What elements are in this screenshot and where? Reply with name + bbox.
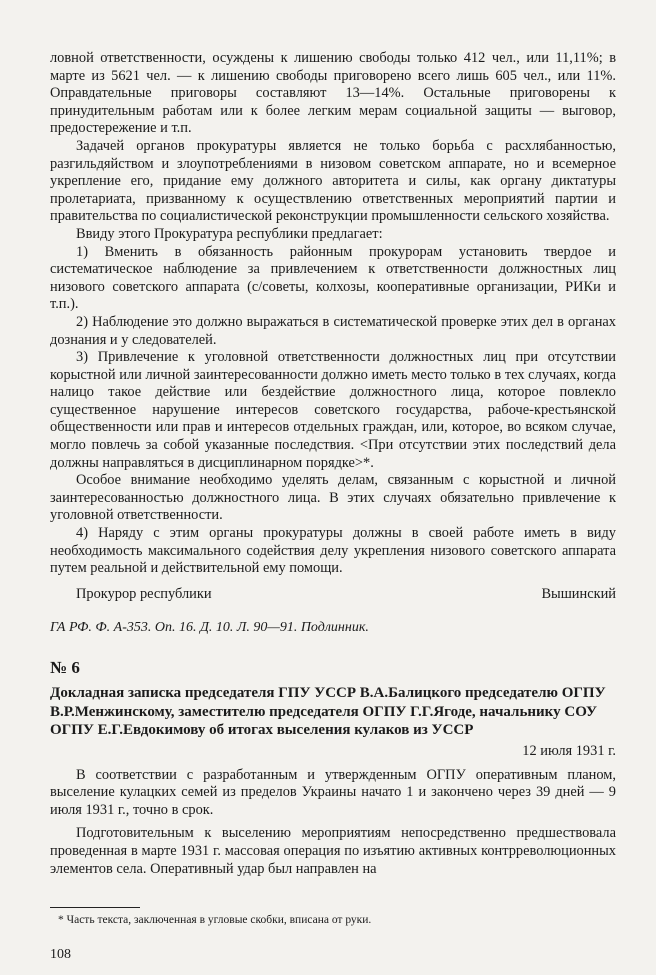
document-title: Докладная записка председателя ГПУ УССР В.А.Балицкого председателю ОГПУ В.Р.Менжинскому, заместителю председателя ОГПУ Г.Г.Ягоде, начальнику СОУ ОГПУ Е.Г.Евдокимову об итогах выселения кулаков из УССР [50,685,606,738]
body-paragraph-1: В соответствии с разработанным и утвержденным ОГПУ оперативным планом, выселение кулацких семей из пределов Украины начато 1 и закончено через 39 дней — 9 июля 1931 г., точно в срок. [50,766,616,818]
paragraph-1: ловной ответственности, осуждены к лишению свободы только 412 чел., или 11,11%; в марте из 5621 чел. — к лишению свободы приговорено всего лишь 605 чел., или 11%. Оправдательные приговоры составляют 13—14%. Остальные приговорены к принудительным работам или к более легким мерам социальной защиты — выговор, предостережение и т.п. [50,50,616,137]
document-number: № 6 [50,658,80,678]
signature-name: Вышинский [541,585,616,602]
document-date: 12 июля 1931 г. [522,743,616,760]
paragraph-8: 4) Наряду с этим органы прокуратуры должны в своей работе иметь в виду необходимость максимального содействия делу укрепления низового советского аппарата путем реальной и действительной ему помощи. [50,525,616,577]
body-paragraph-2: Подготовительным к выселению мероприятиям непосредственно предшествовала проведенная в марте 1931 г. массовая операция по изъятию активных контрреволюционных элементов села. Оперативный удар был направлен на [50,825,616,877]
document-page [50,50,616,878]
archive-source: ГА РФ. Ф. А-353. Оп. 16. Д. 10. Л. 90—91. Подлинник. [50,620,369,636]
paragraph-7: Особое внимание необходимо уделять делам, связанным с корыстной и личной заинтересованностью должностного лица. В этих случаях обязательно привлечение к уголовной ответственности. [50,472,616,524]
paragraph-6: 3) Привлечение к уголовной ответственности должностных лиц при отсутствии корыстной или личной заинтересованности должно иметь место только в тех случаях, когда налицо такое действие или бездействие должностного лица, которое повлекло существенное нарушение интересов советского государства, рабоче-крестьянской общественности или прав и интересов отдельных граждан, или, которое, во всяком случае, могло повлечь за собой указанные последствия. <При отсутствии этих последствий дела должны направляться в дисциплинарном порядке>*. [50,349,616,471]
paragraph-3: Ввиду этого Прокуратура республики предлагает: [76,225,383,242]
footnote: * Часть текста, заключенная в угловые скобки, вписана от руки. [58,914,372,926]
paragraph-4: 1) Вменить в обязанность районным прокурорам установить твердое и систематическое наблюдение за привлечением к ответственности должностных лиц низового советского аппарата (с/советы, колхозы, кооперативные организации, РИКи и т.п.). [50,243,616,313]
paragraph-2: Задачей органов прокуратуры является не только борьба с расхлябанностью, разгильдяйством и злоупотреблениями в низовом советском аппарате, но и всемерное укрепление его, придание ему должного авторитета и силы, как органу диктатуры пролетариата, призванному к осуществлению ответственных мероприятий партии и правительства по социалистической реконструкции промышленности сельского хозяйства. [50,137,616,225]
signature-line [50,586,616,604]
footnote-divider [50,907,140,908]
page-number: 108 [50,947,71,962]
paragraph-5: 2) Наблюдение это должно выражаться в систематической проверке этих дел в органах дознания и у следователей. [50,313,616,348]
signature-position: Прокурор республики [76,585,212,602]
